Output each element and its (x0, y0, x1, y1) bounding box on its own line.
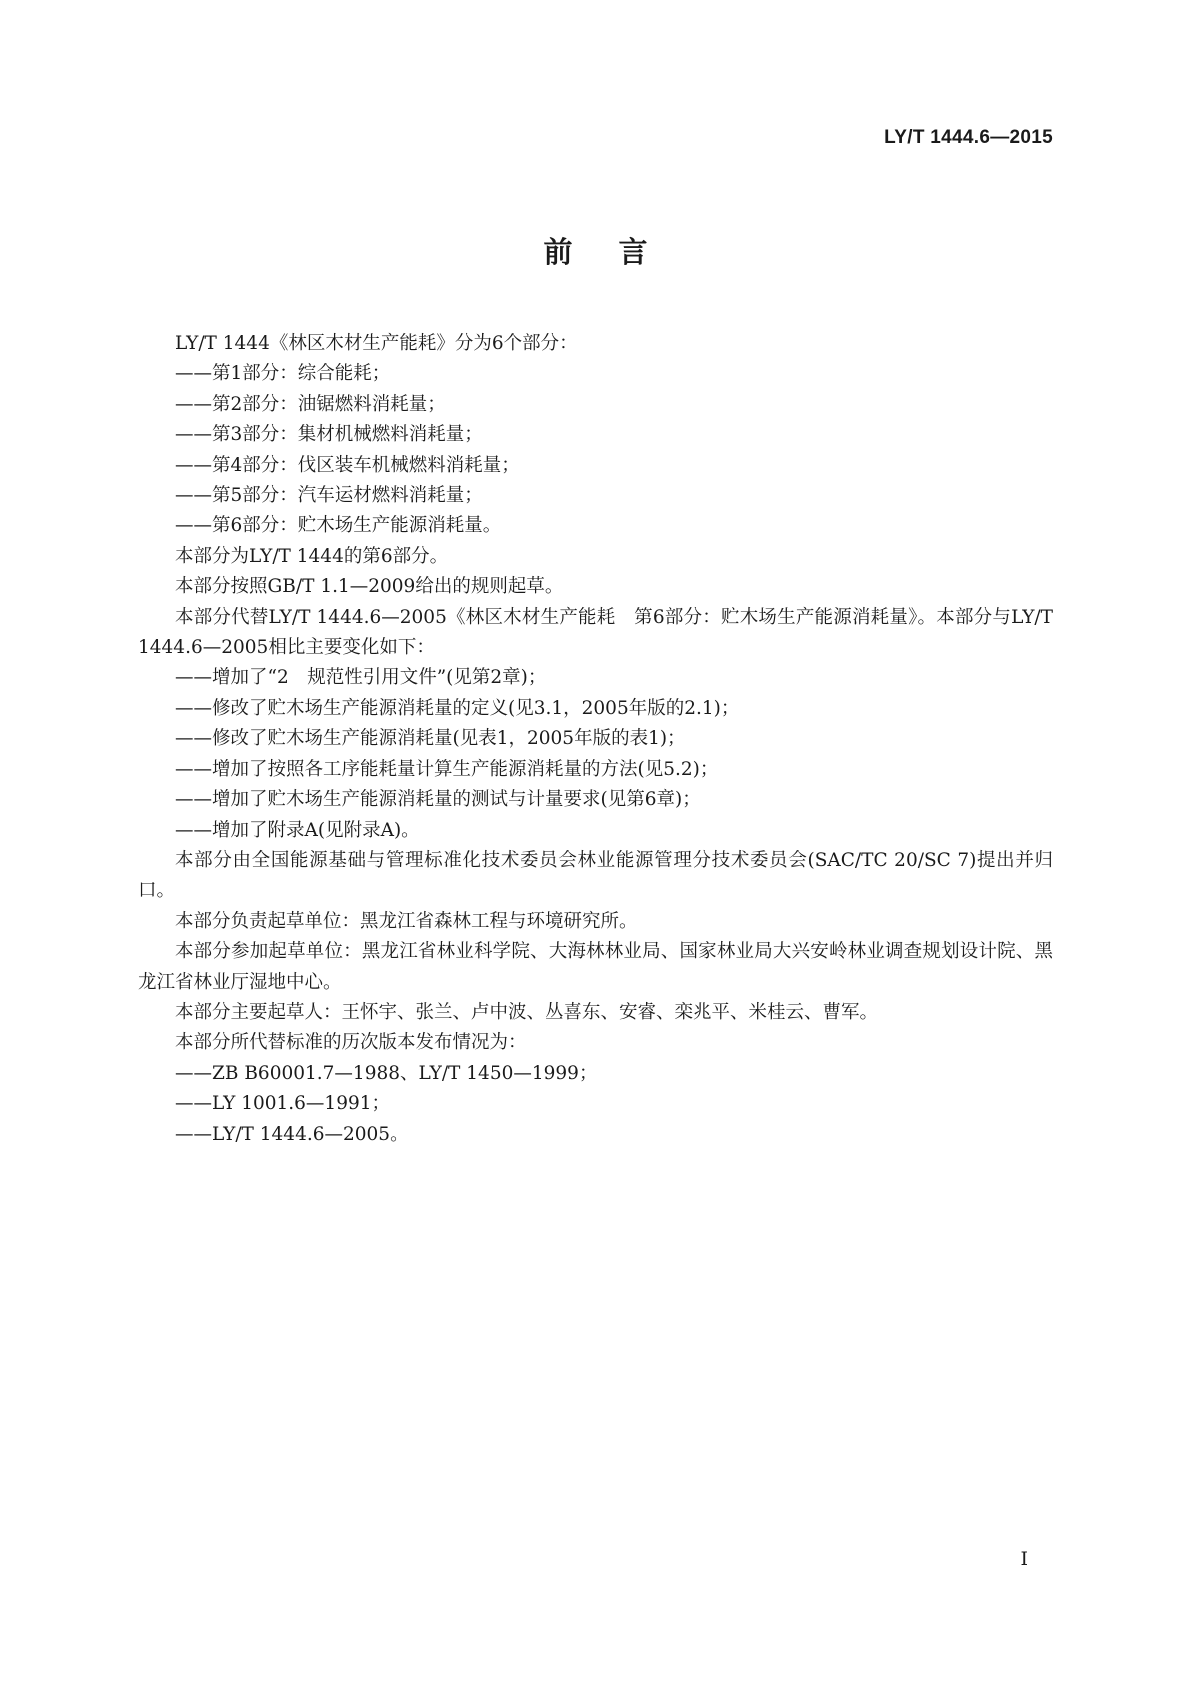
page-title: 前言 (543, 235, 694, 269)
paragraph: 本部分为LY/T 1444的第6部分。 (175, 545, 449, 567)
paragraph: ——修改了贮木场生产能源消耗量的定义(见3.1，2005年版的2.1)； (175, 697, 740, 719)
paragraph: ——第6部分：贮木场生产能源消耗量。 (175, 515, 502, 537)
page-number: I (1020, 1548, 1028, 1570)
standard-code: LY/T 1444.6—2015 (884, 127, 1053, 148)
paragraph: ——修改了贮木场生产能源消耗量(见表1，2005年版的表1)； (175, 728, 686, 750)
paragraph: ——增加了贮木场生产能源消耗量的测试与计量要求(见第6章)； (175, 789, 701, 811)
paragraph: ——增加了“2 规范性引用文件”(见第2章)； (175, 667, 547, 689)
paragraph: 本部分由全国能源基础与管理标准化技术委员会林业能源管理分技术委员会(SAC/TC 20/SC 7)提出并归口。 (138, 849, 1053, 902)
paragraph: ——LY/T 1444.6—2005。 (175, 1123, 409, 1145)
paragraph: ——ZB B60001.7—1988、LY/T 1450—1999； (175, 1062, 598, 1084)
paragraph: ——LY 1001.6—1991； (175, 1093, 391, 1115)
paragraph: 本部分参加起草单位：黑龙江省林业科学院、大海林林业局、国家林业局大兴安岭林业调查规划设计院、黑龙江省林业厅湿地中心。 (138, 941, 1053, 993)
paragraph: ——第1部分：综合能耗； (175, 363, 391, 385)
paragraph: LY/T 1444《林区木材生产能耗》分为6个部分： (175, 333, 578, 354)
paragraph: ——第4部分：伐区装车机械燃料消耗量； (175, 454, 520, 476)
paragraph: ——第5部分：汽车运材燃料消耗量； (175, 485, 483, 507)
paragraph: ——增加了附录A(见附录A)。 (175, 819, 420, 841)
paragraph: 本部分代替LY/T 1444.6—2005《林区木材生产能耗 第6部分：贮木场生产能源消耗量》。本部分与LY/T 1444.6—2005相比主要变化如下： (138, 606, 1053, 659)
paragraph: ——第2部分：油锯燃料消耗量； (175, 393, 446, 415)
paragraph: 本部分按照GB/T 1.1—2009给出的规则起草。 (175, 576, 564, 598)
paragraph: 本部分所代替标准的历次版本发布情况为： (175, 1032, 527, 1054)
foreword-body (138, 329, 1053, 1150)
paragraph: ——第3部分：集材机械燃料消耗量； (175, 424, 483, 446)
paragraph: ——增加了按照各工序能耗量计算生产能源消耗量的方法(见5.2)； (175, 758, 719, 780)
paragraph: 本部分主要起草人：王怀宇、张兰、卢中波、丛喜东、安睿、栾兆平、米桂云、曹军。 (175, 1001, 879, 1023)
paragraph: 本部分负责起草单位：黑龙江省森林工程与环境研究所。 (175, 910, 638, 932)
